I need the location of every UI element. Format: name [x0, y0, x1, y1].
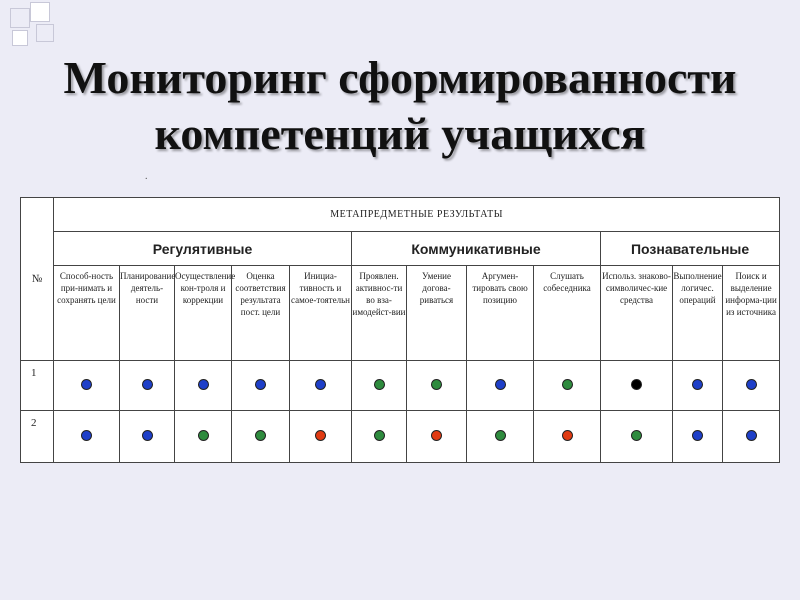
title-line-2: компетенций учащихся: [154, 108, 646, 159]
table-cell: [673, 361, 723, 411]
blue-dot-icon: [81, 379, 92, 390]
table-cell: [352, 411, 407, 463]
table-cell: [723, 411, 780, 463]
group-header: Регулятивные: [54, 232, 352, 266]
table-cell: [352, 361, 407, 411]
group-header: Познавательные: [601, 232, 780, 266]
dot-mark: .: [145, 171, 148, 182]
competency-header: Поиск и выделение информа-ции из источника: [723, 266, 780, 361]
blue-dot-icon: [142, 379, 153, 390]
blue-dot-icon: [746, 379, 757, 390]
green-dot-icon: [198, 430, 209, 441]
table-cell: [534, 411, 601, 463]
table-cell: [601, 361, 673, 411]
table-cell: [120, 361, 175, 411]
meta-header: МЕТАПРЕДМЕТНЫЕ РЕЗУЛЬТАТЫ: [54, 198, 780, 232]
competency-header: Способ-ность при-нимать и сохранять цели: [54, 266, 120, 361]
table-cell: [175, 411, 232, 463]
blue-dot-icon: [81, 430, 92, 441]
green-dot-icon: [374, 379, 385, 390]
competency-header: Аргумен-тировать свою позицию: [467, 266, 534, 361]
num-header: №: [21, 198, 54, 361]
subheader-row: [21, 266, 780, 361]
green-dot-icon: [562, 379, 573, 390]
table-cell: [673, 411, 723, 463]
red-dot-icon: [562, 430, 573, 441]
table-cell: [407, 411, 467, 463]
table-row: [21, 361, 780, 411]
table-cell: [232, 361, 290, 411]
blue-dot-icon: [255, 379, 266, 390]
competency-header: Инициа-тивность и самое-тоятельн: [290, 266, 352, 361]
competency-header: Планирование деятель-ности: [120, 266, 175, 361]
blue-dot-icon: [692, 430, 703, 441]
table-cell: [232, 411, 290, 463]
table-cell: [290, 411, 352, 463]
table-cell: [407, 361, 467, 411]
table-row: [21, 411, 780, 463]
table-cell: [54, 361, 120, 411]
green-dot-icon: [374, 430, 385, 441]
green-dot-icon: [431, 379, 442, 390]
competency-header: Выполнение логичес. операций: [673, 266, 723, 361]
competency-header: Проявлен. активнос-ти во вза-имодейст-вии: [352, 266, 407, 361]
competency-header: Использ. знаково-символичес-кие средства: [601, 266, 673, 361]
blue-dot-icon: [495, 379, 506, 390]
red-dot-icon: [431, 430, 442, 441]
table-cell: [534, 361, 601, 411]
competency-header: Оценка соответствия результата пост. цели: [232, 266, 290, 361]
page-title: [0, 50, 800, 162]
table-cell: [467, 361, 534, 411]
competency-header: Осуществление кон-троля и коррекции: [175, 266, 232, 361]
monitoring-table: [20, 197, 780, 463]
blue-dot-icon: [692, 379, 703, 390]
table-cell: [723, 361, 780, 411]
green-dot-icon: [495, 430, 506, 441]
group-header: Коммуникативные: [352, 232, 601, 266]
blue-dot-icon: [142, 430, 153, 441]
blue-dot-icon: [746, 430, 757, 441]
competency-header: Умение догова-риваться: [407, 266, 467, 361]
group-header-row: [21, 232, 780, 266]
row-number: 2: [21, 411, 54, 463]
table-cell: [54, 411, 120, 463]
green-dot-icon: [631, 430, 642, 441]
row-number: 1: [21, 361, 54, 411]
title-line-1: Мониторинг сформированности: [63, 52, 737, 103]
green-dot-icon: [255, 430, 266, 441]
table-cell: [467, 411, 534, 463]
table-cell: [175, 361, 232, 411]
table-cell: [601, 411, 673, 463]
table-cell: [120, 411, 175, 463]
blue-dot-icon: [315, 379, 326, 390]
table-cell: [290, 361, 352, 411]
red-dot-icon: [315, 430, 326, 441]
competency-header: Слушать собеседника: [534, 266, 601, 361]
blue-dot-icon: [198, 379, 209, 390]
black-dot-icon: [631, 379, 642, 390]
